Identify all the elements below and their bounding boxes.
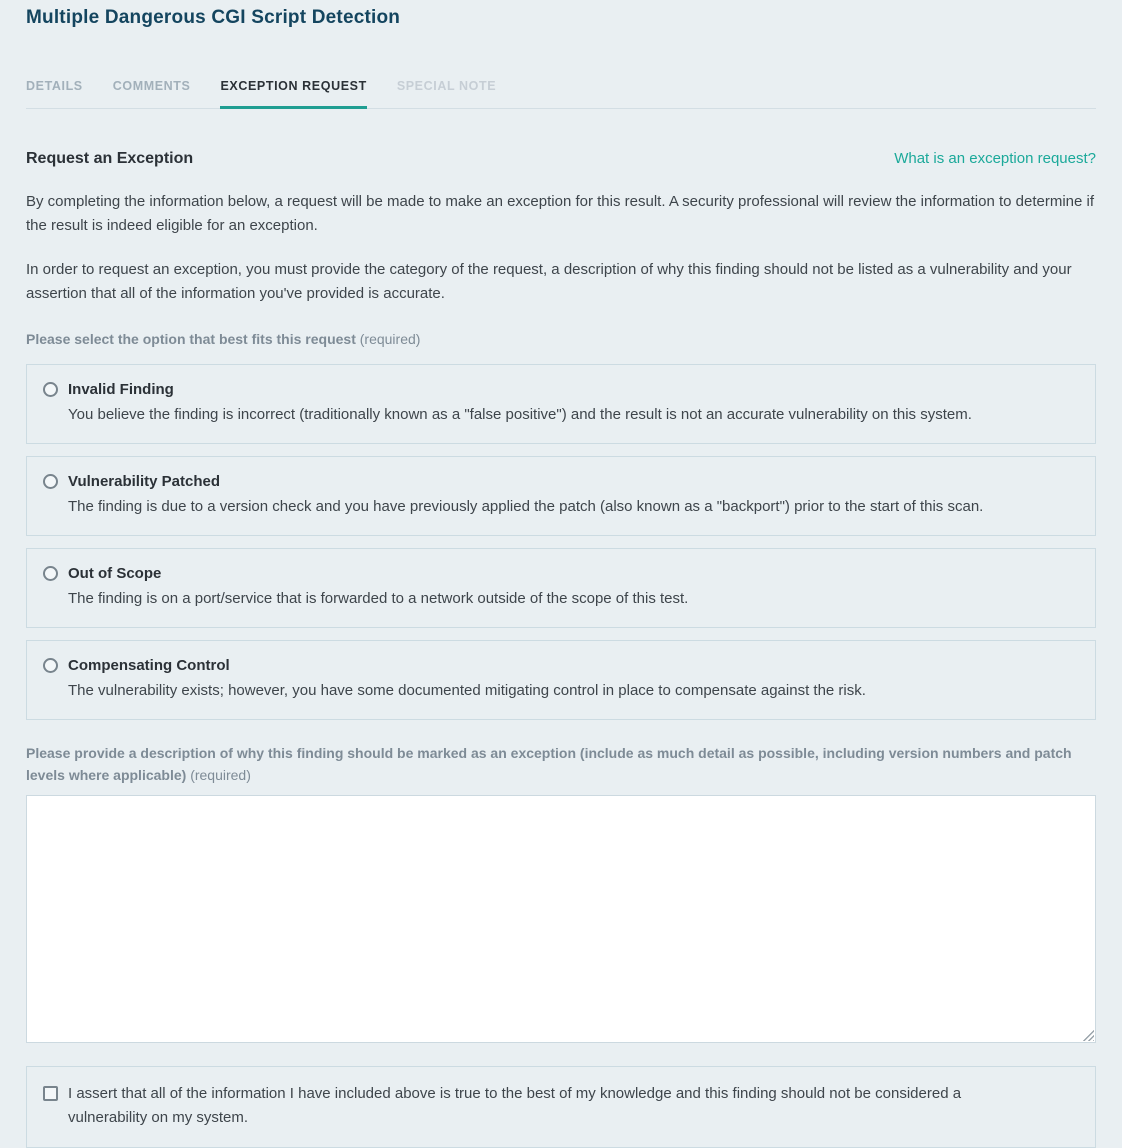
option-out-of-scope[interactable] [26,548,1096,628]
option-description: The finding is on a port/service that is forwarded to a network outside of the scope of this test. [68,590,689,607]
assertion-label: I assert that all of the information I have included above is true to the best of my knowledge and this finding should not be considered a vulnerability on my system. [68,1085,962,1126]
category-label-text: Please select the option that best fits this request [26,331,356,347]
section-title: Request an Exception [26,150,194,167]
option-title: Vulnerability Patched [68,473,220,490]
option-invalid-finding[interactable] [26,364,1096,444]
radio-compensating-control[interactable] [43,658,58,673]
radio-out-of-scope[interactable] [43,566,58,581]
description-label [26,742,1086,786]
radio-vulnerability-patched[interactable] [43,474,58,489]
option-row [43,381,1079,398]
option-row [43,565,1079,582]
tab-exception-request[interactable]: EXCEPTION REQUEST [220,79,366,109]
description-textarea[interactable] [26,795,1096,1043]
option-row [43,657,1079,674]
tab-comments[interactable]: COMMENTS [112,79,191,93]
category-label [26,328,1086,350]
option-description: You believe the finding is incorrect (traditionally known as a "false positive") and the result is not an accurate vulnerability on this system. [68,406,972,423]
option-title: Out of Scope [68,565,162,582]
assertion-checkbox[interactable] [43,1086,58,1101]
tab-details[interactable]: DETAILS [26,79,83,93]
option-description: The vulnerability exists; however, you have some documented mitigating control in place to compensate against the risk. [68,682,866,699]
category-required-hint: (required) [359,331,421,347]
page-title: Multiple Dangerous CGI Script Detection [26,7,401,28]
tabbar [26,79,1096,109]
option-description: The finding is due to a version check and you have previously applied the patch (also known as a "backport") prior to the start of this scan. [68,498,984,515]
tab-special-note[interactable]: SPECIAL NOTE [396,79,497,93]
assertion-box[interactable] [26,1066,1096,1148]
description-textarea-wrap [26,795,1096,1043]
description-required-hint: (required) [190,767,251,783]
intro-paragraph-2: In order to request an exception, you must provide the category of the request, a description of why this finding should not be listed as a vulnerability and your assertion that all of the information you've provided is accurate. [26,261,1072,302]
section-head [26,150,1096,168]
option-title: Invalid Finding [68,381,174,398]
intro-paragraph-1: By completing the information below, a request will be made to make an exception for this result. A security professional will review the information to determine if the result is indeed eligible for an exception. [26,193,1095,234]
exception-category-options [26,364,1096,720]
option-title: Compensating Control [68,657,230,674]
exception-help-link[interactable]: What is an exception request? [894,150,1096,167]
radio-invalid-finding[interactable] [43,382,58,397]
option-vulnerability-patched[interactable] [26,456,1096,536]
option-row [43,473,1079,490]
option-compensating-control[interactable] [26,640,1096,720]
description-label-text: Please provide a description of why this finding should be marked as an exception (include as much detail as possible, including version numbers and patch levels where applicable) [26,745,1072,783]
